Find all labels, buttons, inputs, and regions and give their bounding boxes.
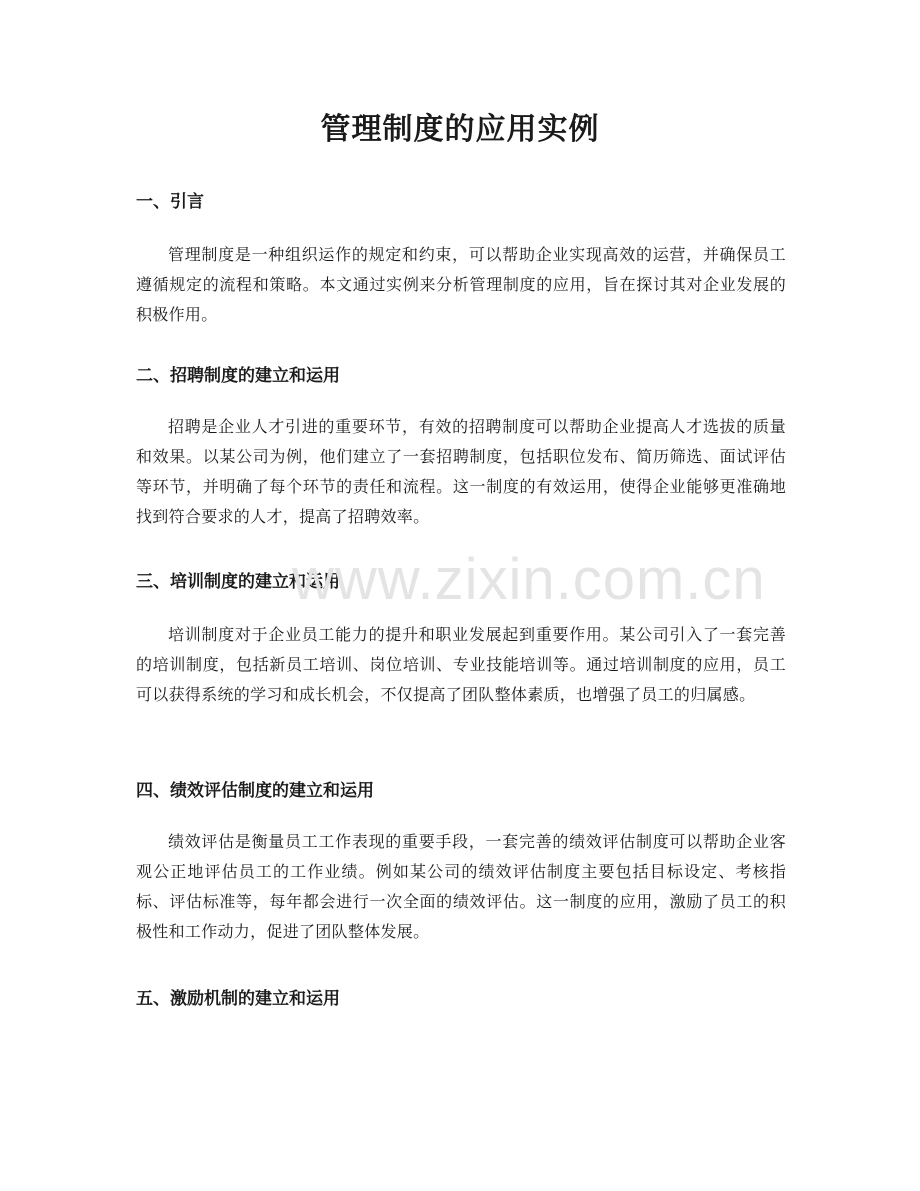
section-paragraph-performance: 绩效评估是衡量员工工作表现的重要手段，一套完善的绩效评估制度可以帮助企业客观公正地评估员工的工作业绩。例如某公司的绩效评估制度主要包括目标设定、考核指标、评估标准等，每年都会进行一次全面的绩效评估。这一制度的应用，激励了员工的积极性和工作动力，促进了团队整体发展。	[136, 832, 786, 941]
section-heading-recruitment: 二、招聘制度的建立和运用	[136, 366, 340, 386]
section-heading-training: 三、培训制度的建立和运用	[136, 572, 340, 592]
watermark-text: www.zixin.com.cn	[292, 547, 766, 612]
section-heading-performance: 四、绩效评估制度的建立和运用	[136, 781, 374, 801]
section-paragraph-training: 培训制度对于企业员工能力的提升和职业发展起到重要作用。某公司引入了一套完善的培训制度，包括新员工培训、岗位培训、专业技能培训等。通过培训制度的应用，员工可以获得系统的学习和成长机会，不仅提高了团队整体素质，也增强了员工的归属感。	[136, 625, 786, 704]
section-heading-introduction: 一、引言	[136, 192, 204, 212]
section-paragraph-introduction: 管理制度是一种组织运作的规定和约束，可以帮助企业实现高效的运营，并确保员工遵循规定的流程和策略。本文通过实例来分析管理制度的应用，旨在探讨其对企业发展的积极作用。	[136, 245, 786, 324]
section-heading-incentive: 五、激励机制的建立和运用	[136, 989, 340, 1009]
document-title: 管理制度的应用实例	[320, 112, 600, 147]
section-paragraph-recruitment: 招聘是企业人才引进的重要环节，有效的招聘制度可以帮助企业提高人才选拔的质量和效果。以某公司为例，他们建立了一套招聘制度，包括职位发布、简历筛选、面试评估等环节，并明确了每个环节的责任和流程。这一制度的有效运用，使得企业能够更准确地找到符合要求的人才，提高了招聘效率。	[136, 417, 786, 526]
